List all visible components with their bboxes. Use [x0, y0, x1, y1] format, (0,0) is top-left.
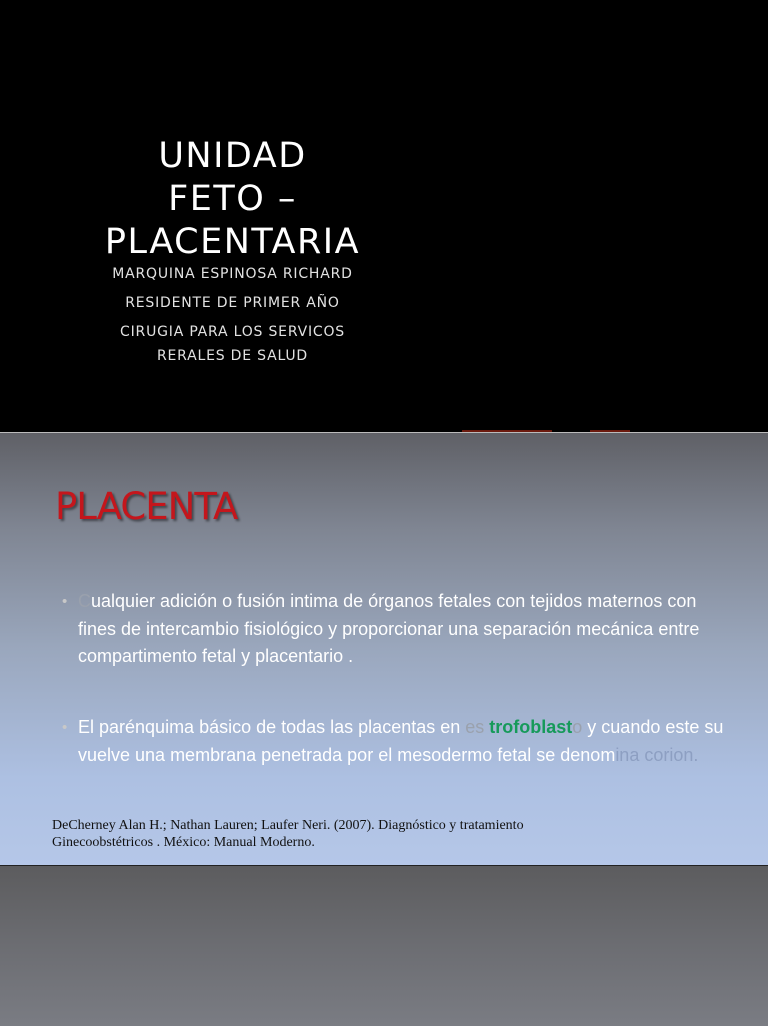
reference-citation — [52, 818, 692, 851]
program-line-2: RERALES DE SALUD — [156, 348, 309, 364]
drop-letter: C — [78, 591, 91, 611]
title-line-1: UNIDAD — [158, 136, 307, 176]
reference-line-2: Ginecoobstétricos . México: Manual Moderno. — [52, 834, 315, 850]
bullet-definition — [62, 588, 738, 671]
placenta-slide — [0, 432, 768, 865]
bullet-text-dim: es — [465, 717, 485, 737]
author-name: MARQUINA ESPINOSA RICHARD — [112, 266, 353, 282]
bullet-text: ualquier adición o fusión intima de órganos fetales con tejidos maternos con fines de intercambio fisiológico y proporcionar una separación mecánica entre compartimento fetal y placentario . — [78, 591, 700, 666]
program-line-1: CIRUGIA PARA LOS SERVICOS — [120, 324, 345, 340]
title-line-3: PLACENTARIA — [104, 222, 361, 262]
blank-slide — [0, 866, 768, 1026]
bullet-text-part: El parénquima básico de todas las placentas en — [78, 717, 466, 737]
bullet-dot: • — [62, 593, 68, 610]
bullet-text-faint: ina corion — [615, 744, 694, 765]
slide-title — [60, 135, 405, 264]
slide-heading: PLACENTA — [55, 485, 238, 528]
author-role: RESIDENTE DE PRIMER AÑO — [125, 295, 340, 311]
bullet-text-part: y cuando este su vuelve una membrana penetrada por el mesodermo fetal se denom — [78, 717, 724, 765]
bullet-text-faint: . — [693, 744, 699, 765]
bullet-dot: • — [62, 719, 68, 736]
title-slide — [0, 0, 768, 432]
reference-line-1: DeCherney Alan H.; Nathan Lauren; Laufer Neri. (2007). Diagnóstico y tratamiento — [52, 818, 524, 833]
term-trofoblasto: trofoblast — [489, 717, 573, 737]
title-line-2: FETO – — [168, 179, 297, 219]
bullet-text-dim: o — [572, 717, 583, 737]
bullet-parenchyma — [62, 714, 738, 769]
